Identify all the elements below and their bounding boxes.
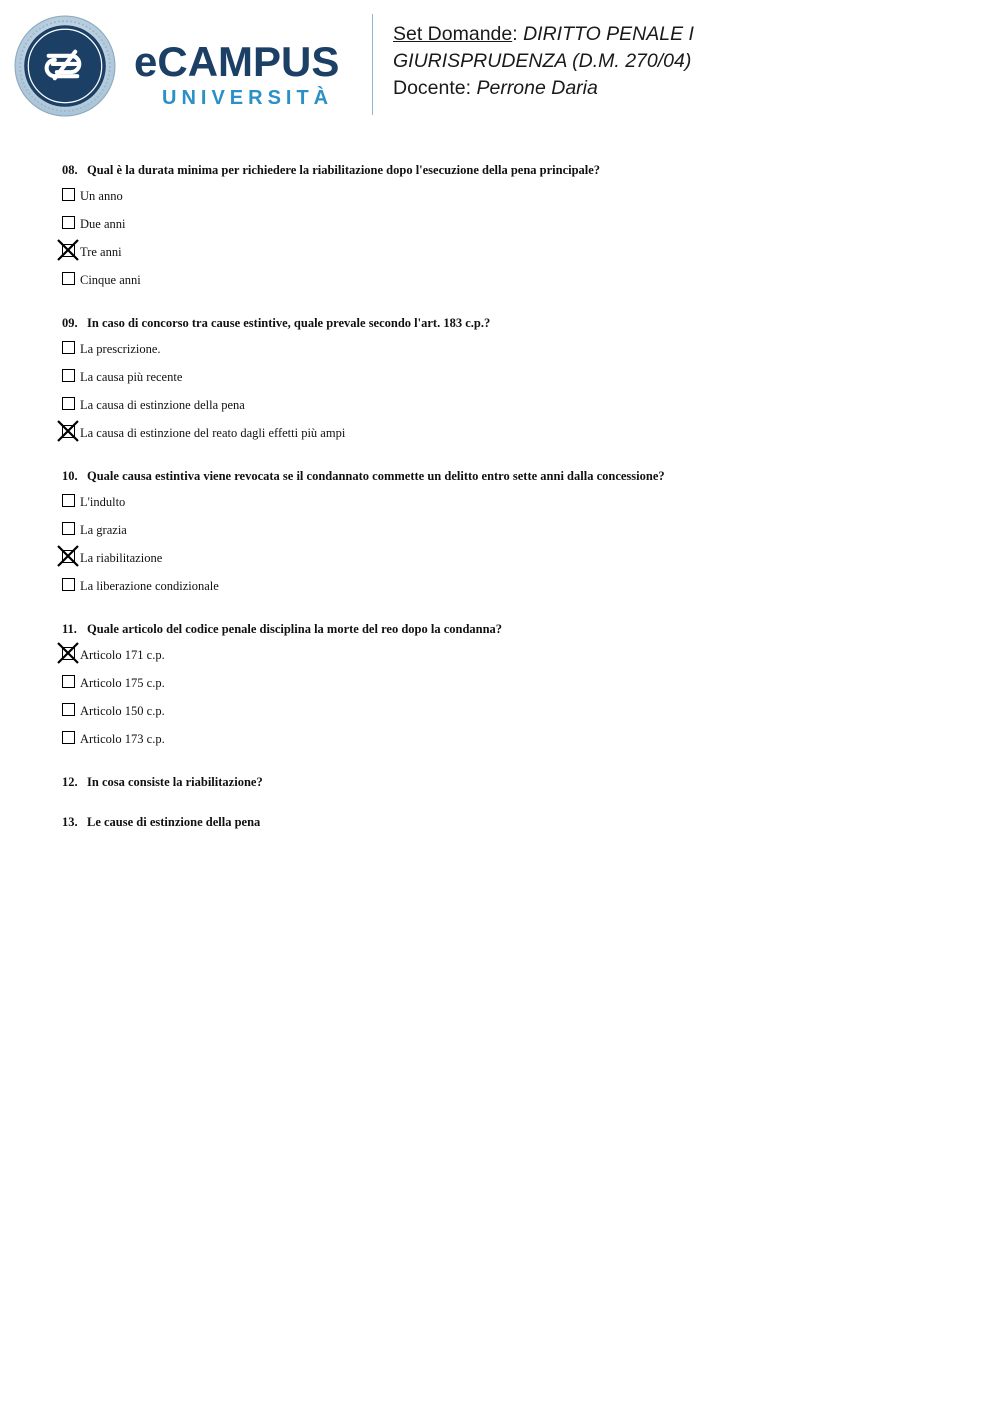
answer-option[interactable] [62, 646, 962, 674]
checkbox[interactable] [62, 369, 75, 382]
logo-wordmark: eCAMPUS [134, 38, 340, 85]
answer-option[interactable] [62, 674, 962, 702]
question-text: Le cause di estinzione della pena [87, 815, 261, 829]
question-list [62, 161, 962, 853]
answer-text: La causa più recente [80, 370, 183, 384]
answer-text: Un anno [80, 189, 123, 203]
question-text: Qual è la durata minima per richiedere la riabilitazione dopo l'esecuzione della pena principale? [87, 163, 601, 177]
answer-text: Articolo 173 c.p. [80, 732, 165, 746]
answer-text: L'indulto [80, 495, 126, 509]
header-info [393, 21, 694, 102]
question-title [62, 620, 962, 638]
question-number: 10. [62, 469, 78, 483]
set-separator: : [512, 23, 524, 45]
answer-option[interactable] [62, 549, 962, 577]
checkbox[interactable] [62, 216, 75, 229]
question-number: 11. [62, 622, 77, 636]
answer-option[interactable] [62, 215, 962, 243]
answer-text: La prescrizione. [80, 342, 161, 356]
checkbox[interactable] [62, 731, 75, 744]
answer-text: Due anni [80, 217, 126, 231]
answer-option[interactable] [62, 396, 962, 424]
question-number: 13. [62, 815, 78, 829]
answer-text: Articolo 171 c.p. [80, 648, 165, 662]
question-number: 08. [62, 163, 78, 177]
question-title [62, 314, 962, 332]
ecampus-wordmark [134, 40, 339, 109]
program-name: GIURISPRUDENZA (D.M. 270/04) [393, 50, 692, 72]
set-line [393, 21, 694, 48]
checkbox[interactable] [62, 703, 75, 716]
answer-option[interactable] [62, 577, 962, 605]
cross-mark-icon [56, 419, 80, 443]
teacher-label: Docente: [393, 77, 477, 99]
question-block [62, 620, 962, 758]
answer-option[interactable] [62, 368, 962, 396]
open-question-title [62, 813, 962, 831]
answer-text: La liberazione condizionale [80, 579, 219, 593]
question-block [62, 467, 962, 605]
checkbox[interactable] [62, 494, 75, 507]
answer-text: La grazia [80, 523, 127, 537]
cross-mark-icon [56, 544, 80, 568]
checkbox[interactable] [62, 341, 75, 354]
checkbox[interactable] [62, 272, 75, 285]
question-block [62, 314, 962, 452]
answer-option[interactable] [62, 243, 962, 271]
question-text: In cosa consiste la riabilitazione? [87, 775, 263, 789]
ecampus-seal-icon [14, 15, 116, 117]
open-question-title [62, 773, 962, 791]
page-header [0, 0, 1000, 130]
checkbox[interactable] [62, 675, 75, 688]
answer-option[interactable] [62, 187, 962, 215]
teacher-line [393, 75, 694, 102]
question-text: Quale causa estintiva viene revocata se il condannato commette un delitto entro sette anni dalla concessione? [87, 469, 665, 483]
cross-mark-icon [56, 641, 80, 665]
answer-option[interactable] [62, 271, 962, 299]
question-text: In caso di concorso tra cause estintive, quale prevale secondo l'art. 183 c.p.? [87, 316, 491, 330]
answer-text: Articolo 150 c.p. [80, 704, 165, 718]
question-block [62, 161, 962, 299]
checkbox[interactable] [62, 522, 75, 535]
answer-text: La riabilitazione [80, 551, 163, 565]
answer-option[interactable] [62, 521, 962, 549]
answer-text: Articolo 175 c.p. [80, 676, 165, 690]
set-label: Set Domande [393, 23, 513, 45]
checkbox[interactable] [62, 188, 75, 201]
course-name: DIRITTO PENALE I [523, 23, 694, 45]
answer-option[interactable] [62, 340, 962, 368]
answer-text: La causa di estinzione della pena [80, 398, 245, 412]
teacher-name: Perrone Daria [476, 77, 598, 99]
answer-text: Cinque anni [80, 273, 141, 287]
checkbox[interactable] [62, 397, 75, 410]
checkbox[interactable] [62, 578, 75, 591]
answer-text: Tre anni [80, 245, 122, 259]
header-divider [372, 14, 373, 115]
question-number: 09. [62, 316, 78, 330]
answer-option[interactable] [62, 702, 962, 730]
answer-option[interactable] [62, 493, 962, 521]
cross-mark-icon [56, 238, 80, 262]
question-text: Quale articolo del codice penale disciplina la morte del reo dopo la condanna? [87, 622, 503, 636]
question-title [62, 161, 962, 179]
logo-subtitle: UNIVERSITÀ [162, 87, 334, 109]
answer-text: La causa di estinzione del reato dagli effetti più ampi [80, 426, 346, 440]
answer-option[interactable] [62, 424, 962, 452]
answer-option[interactable] [62, 730, 962, 758]
question-number: 12. [62, 775, 78, 789]
question-title [62, 467, 962, 485]
